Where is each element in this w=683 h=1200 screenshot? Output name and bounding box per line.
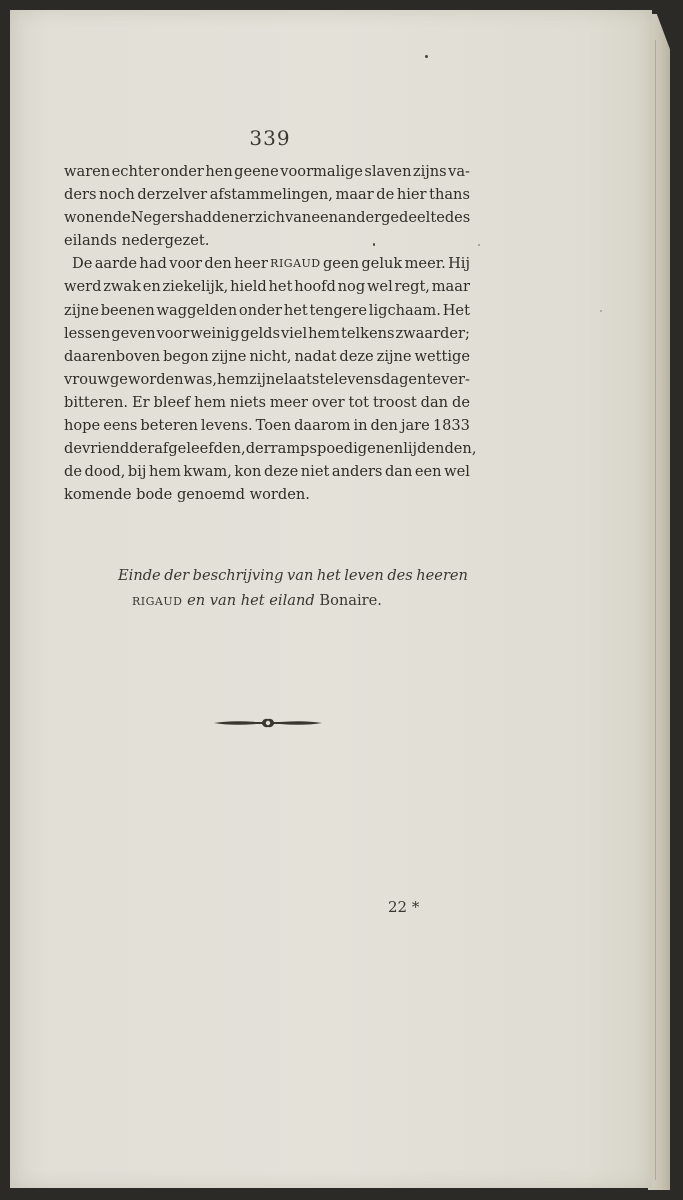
word: regt, [394,278,430,296]
word: eens [103,417,138,435]
word: maar [431,278,470,296]
text-line [64,252,470,275]
colophon-word: beschrijving [192,567,284,584]
word: onder [160,163,204,180]
word: der [245,440,271,458]
text-line [64,206,470,229]
word: Er [131,393,150,411]
word: levens. [200,417,253,435]
word: het [283,301,308,319]
word: de [64,463,82,481]
word: begon [163,347,209,365]
colophon-line-2 [100,588,480,614]
word: dan [384,463,413,481]
text-line [64,391,470,414]
colophon-name: RIGAUD [132,595,183,608]
word: worden. [249,486,310,504]
word: noch [99,186,135,204]
word: te [426,370,442,388]
word: deze [263,463,299,481]
word: hem [194,393,226,411]
word: eilands [64,232,117,250]
word: daarom [294,417,351,435]
word: bitteren. [64,393,129,411]
word: levensdagen [333,370,427,388]
word: deze [339,347,374,365]
word: aarde [94,255,138,273]
word: dan [420,393,449,411]
colophon-word: leven [344,567,384,584]
word: zwak [103,278,141,296]
word: geluk [361,255,403,273]
word: zijne [248,370,284,388]
word: bleef [153,393,191,411]
word: 1833 [432,417,470,435]
colophon-line-2-italic: en van het eiland [182,592,320,609]
word: bode [136,486,173,504]
word: zijne [376,347,412,365]
colophon-line-2-roman: Bonaire. [319,592,382,609]
word: slaven [364,163,412,180]
word: zich [255,209,285,227]
word: er [239,209,256,227]
colophon-word: het [316,567,341,584]
word: tengere [309,301,367,319]
word: waggelden [156,301,238,319]
word: hield [230,278,267,296]
word: genoemd [176,486,245,504]
colophon-word: des [387,567,413,584]
word: een [414,463,442,481]
text-line [64,299,470,322]
word: een [311,209,338,227]
word: ders [64,186,97,204]
word: meer. [404,255,446,273]
word: thans [429,186,470,204]
word: de [452,393,470,411]
word: had [139,255,167,273]
word: beteren [140,417,198,435]
word: over [311,393,345,411]
word: anders [331,463,383,481]
word: afstammelingen, [209,186,333,204]
text-line [64,183,470,206]
word: maar [335,186,374,204]
word: waren [64,163,111,180]
text-line [64,368,470,391]
text-line [64,229,470,252]
word: gedeelte [381,209,445,227]
word: geworden [109,370,184,388]
word: bij [127,463,147,481]
word: zijns [412,163,447,180]
colophon-word: Einde [118,567,161,584]
word: Het [442,301,470,319]
word: onder [238,301,283,319]
word: zwaarder; [395,324,470,342]
word: jare [400,417,430,435]
text-line [64,437,477,460]
word: der [129,440,155,458]
signature-mark: 22 * [388,898,420,916]
word: wettige [414,347,470,365]
word: telkens [340,324,395,342]
word: hem [217,370,249,388]
word: geven [111,324,156,342]
text-line [64,275,470,298]
word: wonende [64,209,131,227]
text-line [64,414,470,437]
word: nedergezet. [121,232,210,250]
word: echter [111,163,160,180]
text-line [64,322,470,345]
word: meer [269,393,308,411]
word: en [142,278,161,296]
word: wel [366,278,393,296]
page-fold-line [655,40,656,1180]
word: troost [372,393,417,411]
word: wel [444,463,470,481]
word: De [72,255,93,273]
word: hoofd [294,278,336,296]
word: werd [64,278,102,296]
colophon-word: heeren [416,567,468,584]
ornament-divider [212,716,324,730]
word: niet [300,463,330,481]
word: derzelver [137,186,208,204]
word: vrouw [64,370,110,388]
word: in [353,417,368,435]
word: de [376,186,395,204]
word: de [64,440,82,458]
word: ver- [441,370,470,388]
word: dood, [84,463,126,481]
word: Hij [448,255,470,273]
word: tot [348,393,370,411]
word: zijne [64,301,99,319]
colophon [100,563,480,614]
word: hier [396,186,427,204]
paper-speck [600,310,602,312]
word: va- [448,163,470,180]
word: hen [205,163,233,180]
word: was, [183,370,217,388]
word: voor [169,255,203,273]
word: lijdenden, [403,440,477,458]
word: vriend [81,440,130,458]
text-line [64,483,470,506]
word: hope [64,417,101,435]
word: voor [156,324,190,342]
word: ligchaam. [368,301,441,319]
word: niets [229,393,266,411]
word: rampspoedigen [270,440,386,458]
word: komende [64,486,132,504]
word: laatste [283,370,334,388]
paper-speck [425,55,428,58]
word: zijne [211,347,247,365]
word: gelds [240,324,280,342]
page-number: 339 [249,126,291,150]
colophon-word: der [164,567,190,584]
body-paragraphs [64,160,477,506]
text-line [64,160,470,183]
word: daarenboven [64,347,161,365]
word: en [385,440,404,458]
colophon-line-1 [100,563,468,588]
word: hadden [184,209,240,227]
word: hem [308,324,340,342]
text-line [64,460,470,483]
word: kwam, [183,463,232,481]
word: RIGAUD [270,257,321,271]
word: nog [337,278,366,296]
word: ziekelijk, [162,278,229,296]
text-line [64,345,470,368]
word: nicht, [249,347,292,365]
word: heer [234,255,268,273]
word: des [444,209,471,227]
word: lessen [64,324,111,342]
word: den [204,255,232,273]
paper-speck [478,244,480,246]
word: viel [280,324,308,342]
word: nadat [294,347,337,365]
word: van [284,209,312,227]
word: het [268,278,293,296]
word: geene [234,163,279,180]
word: beenen [100,301,155,319]
word: geen [322,255,359,273]
word: Negers [130,209,185,227]
word: voormalige [280,163,363,180]
word: hem [148,463,181,481]
word: Toen [255,417,292,435]
word: ander [338,209,382,227]
colophon-word: van [287,567,314,584]
word: weinig [190,324,240,342]
word: afgeleefden, [154,440,246,458]
paper-speck [373,243,375,246]
word: den [370,417,398,435]
word: kon [234,463,262,481]
